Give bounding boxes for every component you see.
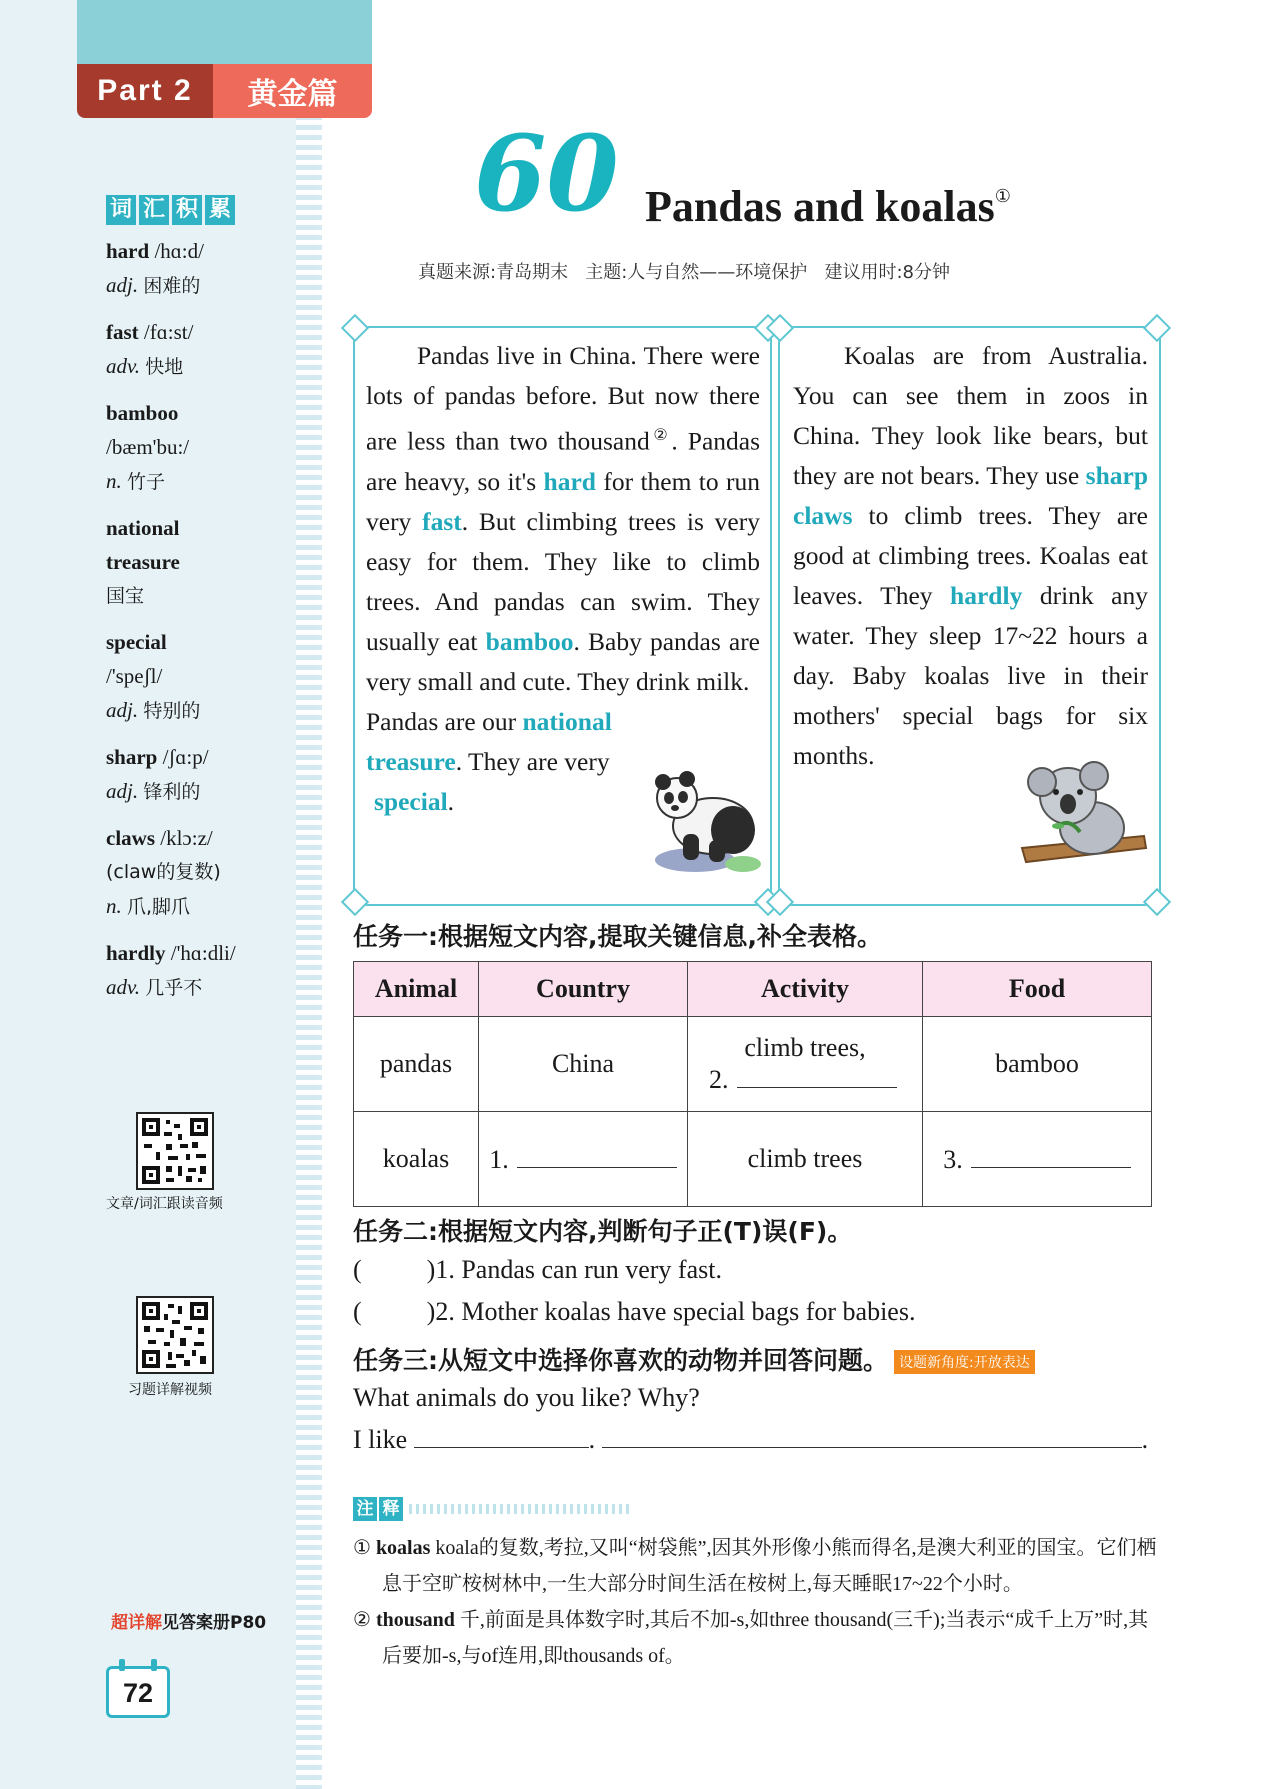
table-cell: koalas bbox=[354, 1112, 479, 1207]
note-text: koala的复数,考拉,又叫“树袋熊”,因其外形像小熊而得名,是澳大利亚的国宝。它们栖息于空旷桉树林中,一生大部分时间生活在桉树上,每天睡眠17~22个小时。 bbox=[382, 1537, 1157, 1595]
source-meta: 真题来源:青岛期末 主题:人与自然——环境保护 建议用时:8分钟 bbox=[418, 262, 950, 283]
note-term: koalas bbox=[375, 1537, 431, 1559]
passage-text: . Baby pandas are very small and cute. They drink milk. bbox=[366, 626, 761, 696]
cell-text: climb trees, bbox=[744, 1033, 866, 1062]
vocab-pos: adv. bbox=[106, 975, 141, 999]
vocab-phonetic: /'speʃl/ bbox=[106, 664, 163, 688]
keyword-hardly: hardly bbox=[950, 581, 1023, 610]
unit-number: 60 bbox=[474, 112, 619, 235]
part-tab bbox=[77, 64, 372, 118]
vocab-word: hard bbox=[106, 239, 150, 263]
blank-number: 2. bbox=[709, 1065, 729, 1094]
answer-ref-page: P80 bbox=[230, 1613, 267, 1633]
vocab-meaning: 困难的 bbox=[143, 275, 201, 297]
passage-pandas bbox=[355, 328, 770, 822]
vocab-meaning: 几乎不 bbox=[145, 977, 203, 999]
vocab-phonetic: /hɑ:d/ bbox=[154, 239, 204, 263]
table-cell bbox=[688, 1017, 923, 1112]
table-header-row bbox=[354, 962, 1152, 1017]
task3-heading bbox=[353, 1341, 1035, 1377]
answer-blank-3[interactable] bbox=[971, 1143, 1131, 1168]
table-cell: China bbox=[479, 1017, 688, 1112]
blank-number: 3. bbox=[943, 1145, 963, 1174]
vocab-title-char: 词 bbox=[106, 195, 136, 225]
passage-box-koalas bbox=[778, 326, 1161, 906]
table-cell: bamboo bbox=[923, 1017, 1152, 1112]
statement-text: 1. Pandas can run very fast. bbox=[435, 1255, 722, 1284]
table-row bbox=[354, 1112, 1152, 1207]
vocab-meaning: 爪,脚爪 bbox=[127, 896, 191, 918]
sidebar-wave-border bbox=[296, 110, 322, 1789]
passage-text: . bbox=[447, 786, 455, 816]
qr-code-audio[interactable] bbox=[136, 1112, 214, 1190]
qr-label-audio: 文章/词汇跟读音频 bbox=[106, 1196, 223, 1212]
vocab-item bbox=[106, 234, 296, 303]
table-cell bbox=[923, 1112, 1152, 1207]
answer-ref-highlight: 超详解 bbox=[111, 1613, 162, 1633]
vocab-pos: n. bbox=[106, 894, 122, 918]
page-title bbox=[645, 182, 1011, 231]
vocab-item bbox=[106, 315, 296, 384]
part-label: Part 2 bbox=[77, 64, 213, 118]
passage-text: . But climbing trees is very easy for them. They like to climb trees. And pandas can swim. They usually eat bbox=[366, 506, 760, 656]
vocab-list bbox=[106, 234, 296, 1017]
keyword-national-treasure: national treasure bbox=[366, 706, 612, 776]
vocab-pos: adj. bbox=[106, 698, 139, 722]
note-term: thousand bbox=[375, 1609, 455, 1631]
table-cell bbox=[479, 1112, 688, 1207]
vocab-meaning: 快地 bbox=[145, 356, 184, 378]
title-text: Pandas and koalas bbox=[645, 182, 995, 231]
vocab-word: national treasure bbox=[106, 516, 180, 574]
answer-paren[interactable]: ( ) bbox=[353, 1297, 436, 1326]
vocab-item bbox=[106, 511, 296, 613]
passage-text: Koalas are from Australia. You can see them in zoos in China. They look like bears, but they are not bears. They use bbox=[793, 341, 1148, 490]
task1-table bbox=[353, 961, 1152, 1207]
answer-blank-1[interactable] bbox=[517, 1143, 677, 1168]
vocab-meaning: 特别的 bbox=[143, 700, 201, 722]
passage-text: . They are very bbox=[455, 746, 610, 776]
task3-answer-line: I like . . bbox=[353, 1425, 1149, 1454]
note-number: ① bbox=[353, 1537, 371, 1559]
vocab-meaning: 竹子 bbox=[127, 471, 166, 493]
keyword-hard: hard bbox=[543, 466, 596, 496]
vocab-title-char: 积 bbox=[172, 195, 202, 225]
vocab-meaning: 国宝 bbox=[106, 585, 145, 607]
vocab-pos: adj. bbox=[106, 779, 139, 803]
keyword-fast: fast bbox=[422, 506, 462, 536]
passage-text: to climb trees. They are good at climbing trees. Koalas eat leaves. They bbox=[793, 501, 1148, 610]
vocab-word: fast bbox=[106, 320, 139, 344]
blank-number: 1. bbox=[489, 1145, 509, 1174]
notes-heading-char: 注 bbox=[353, 1497, 377, 1521]
passage-text: drink any water. They sleep 17~22 hours a day. Baby koalas live in their mothers' special bags for six months. bbox=[793, 581, 1148, 770]
note-number: ② bbox=[353, 1609, 371, 1631]
notes-list bbox=[353, 1530, 1163, 1674]
vocab-phonetic: /fɑ:st/ bbox=[143, 320, 194, 344]
vocab-phonetic: /'hɑ:dli/ bbox=[170, 941, 236, 965]
answer-blank-2[interactable] bbox=[737, 1063, 897, 1088]
vocab-item bbox=[106, 740, 296, 809]
task3-heading-text: 任务三:从短文中选择你喜欢的动物并回答问题。 bbox=[353, 1346, 888, 1375]
answer-reference bbox=[111, 1608, 266, 1633]
vocab-word: special bbox=[106, 630, 167, 654]
keyword-special: special bbox=[374, 786, 448, 816]
answer-ref-text: 见答案册 bbox=[162, 1613, 230, 1633]
passage-text: . Pandas are heavy, so it's bbox=[366, 426, 761, 496]
panda-illustration bbox=[647, 768, 767, 878]
vocab-word: hardly bbox=[106, 941, 166, 965]
answer-prefix: I like bbox=[353, 1425, 408, 1454]
keyword-sharp-claws: sharp claws bbox=[793, 461, 1148, 530]
note-marker: ② bbox=[649, 427, 672, 444]
vocab-word: claws bbox=[106, 826, 155, 850]
task1-heading: 任务一:根据短文内容,提取关键信息,补全表格。 bbox=[353, 922, 882, 951]
vocab-phonetic: /klɔ:z/ bbox=[160, 826, 213, 850]
table-header: Animal bbox=[354, 962, 479, 1017]
table-row bbox=[354, 1017, 1152, 1112]
vocab-phonetic: /ʃɑ:p/ bbox=[162, 745, 209, 769]
vocab-word: bamboo bbox=[106, 401, 179, 425]
table-cell: pandas bbox=[354, 1017, 479, 1112]
vocab-item bbox=[106, 625, 296, 728]
qr-label-video: 习题详解视频 bbox=[128, 1382, 212, 1398]
statement-1 bbox=[353, 1255, 722, 1285]
vocab-title-char: 累 bbox=[205, 195, 235, 225]
keyword-bamboo: bamboo bbox=[485, 626, 574, 656]
part-header-bar bbox=[77, 0, 372, 64]
notes-heading bbox=[353, 1497, 629, 1521]
passage-koalas bbox=[780, 328, 1159, 776]
vocab-title bbox=[106, 195, 235, 225]
passage-box-pandas bbox=[353, 326, 772, 906]
passage-text: Pandas are our bbox=[366, 706, 523, 736]
table-header: Country bbox=[479, 962, 688, 1017]
qr-code-video[interactable] bbox=[136, 1296, 214, 1374]
table-header: Activity bbox=[688, 962, 923, 1017]
vocab-title-char: 汇 bbox=[139, 195, 169, 225]
task3-tag: 设题新角度:开放表达 bbox=[894, 1350, 1035, 1374]
vocab-pos: adv. bbox=[106, 354, 141, 378]
vocab-word: sharp bbox=[106, 745, 158, 769]
vocab-item bbox=[106, 396, 296, 499]
qr-code-icon bbox=[138, 1114, 212, 1188]
notes-heading-char: 释 bbox=[379, 1497, 403, 1521]
notes-heading-decoration bbox=[409, 1504, 629, 1514]
statement-text: 2. Mother koalas have special bags for babies. bbox=[435, 1297, 916, 1326]
statement-2 bbox=[353, 1297, 915, 1327]
note-item bbox=[353, 1602, 1163, 1674]
qr-code-icon bbox=[138, 1298, 212, 1372]
note-text: 千,前面是具体数字时,其后不加-s,如three thousand(三千);当表示“成千上万”时,其后要加-s,与of连用,即thousands of。 bbox=[382, 1609, 1149, 1667]
task2-heading: 任务二:根据短文内容,判断句子正(T)误(F)。 bbox=[353, 1217, 853, 1246]
koala-illustration bbox=[1016, 756, 1150, 872]
table-header: Food bbox=[923, 962, 1152, 1017]
note-item bbox=[353, 1530, 1163, 1602]
title-note-marker: ① bbox=[994, 186, 1011, 206]
passage-text: Pandas live in China. There were lots of pandas before. But now there are less than two thousand bbox=[366, 341, 760, 456]
page-number: 72 bbox=[106, 1666, 170, 1718]
vocab-item bbox=[106, 936, 296, 1005]
passage-text: for them to run very bbox=[366, 466, 760, 536]
answer-blank-animal[interactable] bbox=[414, 1425, 589, 1448]
table-cell: climb trees bbox=[688, 1112, 923, 1207]
vocab-item bbox=[106, 821, 296, 924]
answer-paren[interactable]: ( ) bbox=[353, 1255, 436, 1284]
answer-blank-reason[interactable] bbox=[602, 1425, 1142, 1448]
task3-question: What animals do you like? Why? bbox=[353, 1383, 700, 1412]
part-name: 黄金篇 bbox=[213, 64, 372, 118]
vocab-phonetic: /bæm'bu:/ bbox=[106, 435, 190, 459]
vocab-pos: n. bbox=[106, 469, 122, 493]
vocab-pos: adj. bbox=[106, 273, 139, 297]
vocab-extra: (claw的复数) bbox=[106, 861, 221, 883]
vocab-meaning: 锋利的 bbox=[143, 781, 201, 803]
